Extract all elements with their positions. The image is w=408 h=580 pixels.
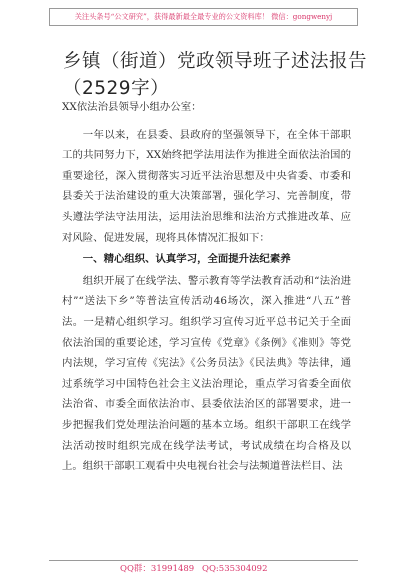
promo-banner-text: 关注头条号“公文研究”，获得最新最全最专业的公文资料库！ 微信：gongwenyj — [74, 12, 333, 21]
qq-group-number: QQ群：31991489 — [120, 564, 195, 574]
promo-banner — [49, 8, 358, 26]
title-line-1: 乡镇（街道）党政领导班子述法报告 — [63, 51, 368, 72]
contact-footer — [120, 561, 320, 577]
document-body — [62, 97, 351, 477]
title-line-2: （2529字） — [63, 78, 170, 99]
section-heading-1: 一、精心组织、认真学习，全面提升法纪素养 — [82, 253, 291, 266]
qq-contact-number: QQ:535304092 — [202, 564, 268, 574]
paragraph-intro: 一年以来，在县委、县政府的坚强领导下，在全体干部职工的共同努力下，XX始终把学法用法作为推进全面依法治国的重要途径，深入贯彻落实习近平法治思想及中央省委、市委和县委关于法治建设的重大决策部署，强化学习、完善制度，带头遵法学法守法用法，运用法治思维和法治方式推进改革、应对风险、促进发展，现将具体情况汇报如下： — [62, 128, 351, 244]
salutation: XX依法治县领导小组办公室： — [62, 101, 202, 113]
document-title — [63, 48, 368, 102]
paragraph-section-1: 组织开展了在线学法、警示教育等学法教育活动和“法治进村”“送法下乡”等普法宣传活动46场次，深入推进“八五”普法。一是精心组织学习。组织学习宣传习近平总书记关于全面依法治国的重要论述，学习宣传《党章》《条例》《准则》等党内法规，学习宣传《宪法》《公务员法》《民法典》等法律，通过系统学习中国特色社会主义法治理论，重点学习省委全面依法治省、市委全面依法治市、县委依法治区的部署要求，进一步把握我们党处理法治问题的基本立场。组织干部职工在线学法活动按时组织完成在线学法考试，考试成绩在均合格及以上。组织干部职工观看中央电视台社会与法频道普法栏目、法 — [62, 274, 351, 473]
